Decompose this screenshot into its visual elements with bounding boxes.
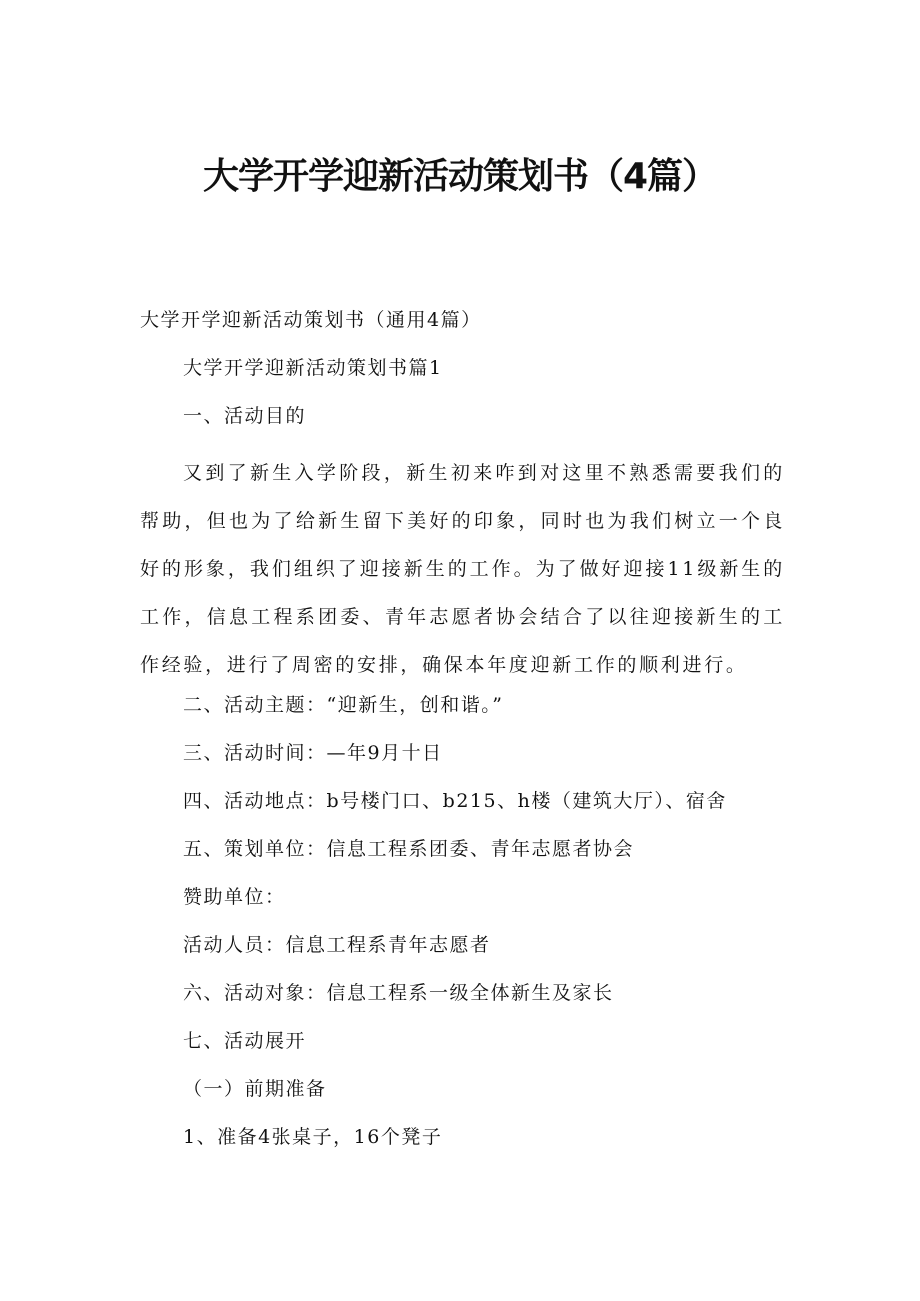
section-heading: 大学开学迎新活动策划书篇1 (183, 357, 443, 379)
sponsor-line: 赞助单位： (183, 886, 286, 908)
purpose-paragraph: 又到了新生入学阶段，新生初来咋到对这里不熟悉需要我们的帮助，但也为了给新生留下美好的印象，同时也为我们树立一个良好的形象，我们组织了迎接新生的工作。为了做好迎接11级新生的工作，信息工程系团委、青年志愿者协会结合了以往迎接新生的工作经验，进行了周密的安排，确保本年度迎新工作的顺利进行。 (140, 462, 785, 676)
organizer-line: 五、策划单位：信息工程系团委、青年志愿者协会 (183, 838, 635, 860)
preparation-heading: （一）前期准备 (183, 1078, 327, 1100)
document-subtitle: 大学开学迎新活动策划书（通用4篇） (140, 309, 482, 331)
theme-line: 二、活动主题：“迎新生，创和谐。” (183, 694, 504, 716)
document-title: 大学开学迎新活动策划书（4篇） (202, 156, 718, 197)
staff-line: 活动人员：信息工程系青年志愿者 (183, 934, 491, 956)
list-item-1: 1、准备4张桌子，16个凳子 (183, 1126, 443, 1148)
time-line: 三、活动时间：—年9月十日 (183, 742, 443, 764)
development-heading: 七、活动展开 (183, 1030, 307, 1052)
location-line: 四、活动地点：b号楼门口、b215、h楼（建筑大厅）、宿舍 (183, 790, 727, 812)
purpose-heading: 一、活动目的 (183, 405, 307, 427)
audience-line: 六、活动对象：信息工程系一级全体新生及家长 (183, 982, 614, 1004)
